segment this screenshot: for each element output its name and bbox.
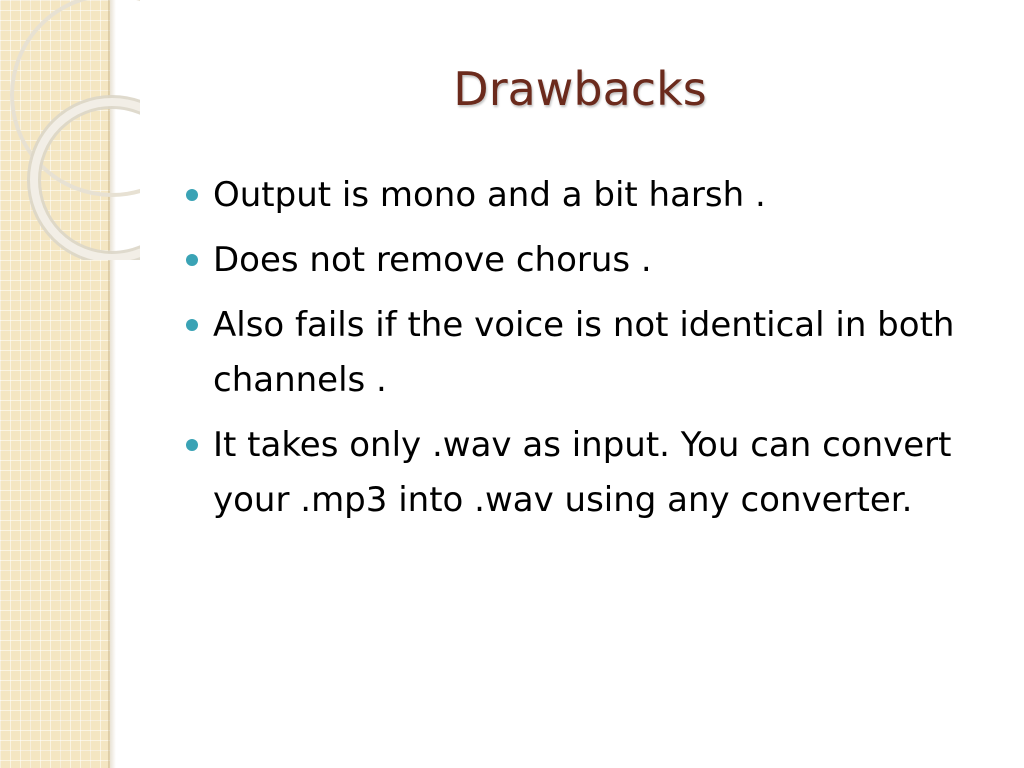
decorative-circles [0, 0, 140, 260]
bullet-dot-icon [186, 189, 198, 201]
bullet-list [186, 168, 956, 538]
bullet-text: It takes only .wav as input. You can convert your .mp3 into .wav using any converter. [213, 425, 952, 520]
bullet-dot-icon [186, 254, 198, 266]
bullet-item [186, 233, 956, 288]
slide-title: Drawbacks [453, 62, 707, 116]
bullet-item [186, 418, 956, 528]
bullet-item [186, 298, 956, 408]
bullet-text: Does not remove chorus . [213, 240, 652, 280]
bullet-dot-icon [186, 439, 198, 451]
bullet-item [186, 168, 956, 223]
bullet-dot-icon [186, 319, 198, 331]
bullet-text: Output is mono and a bit harsh . [213, 175, 766, 215]
bullet-text: Also fails if the voice is not identical in both channels . [213, 305, 955, 400]
decorative-ring-thick [34, 102, 140, 258]
